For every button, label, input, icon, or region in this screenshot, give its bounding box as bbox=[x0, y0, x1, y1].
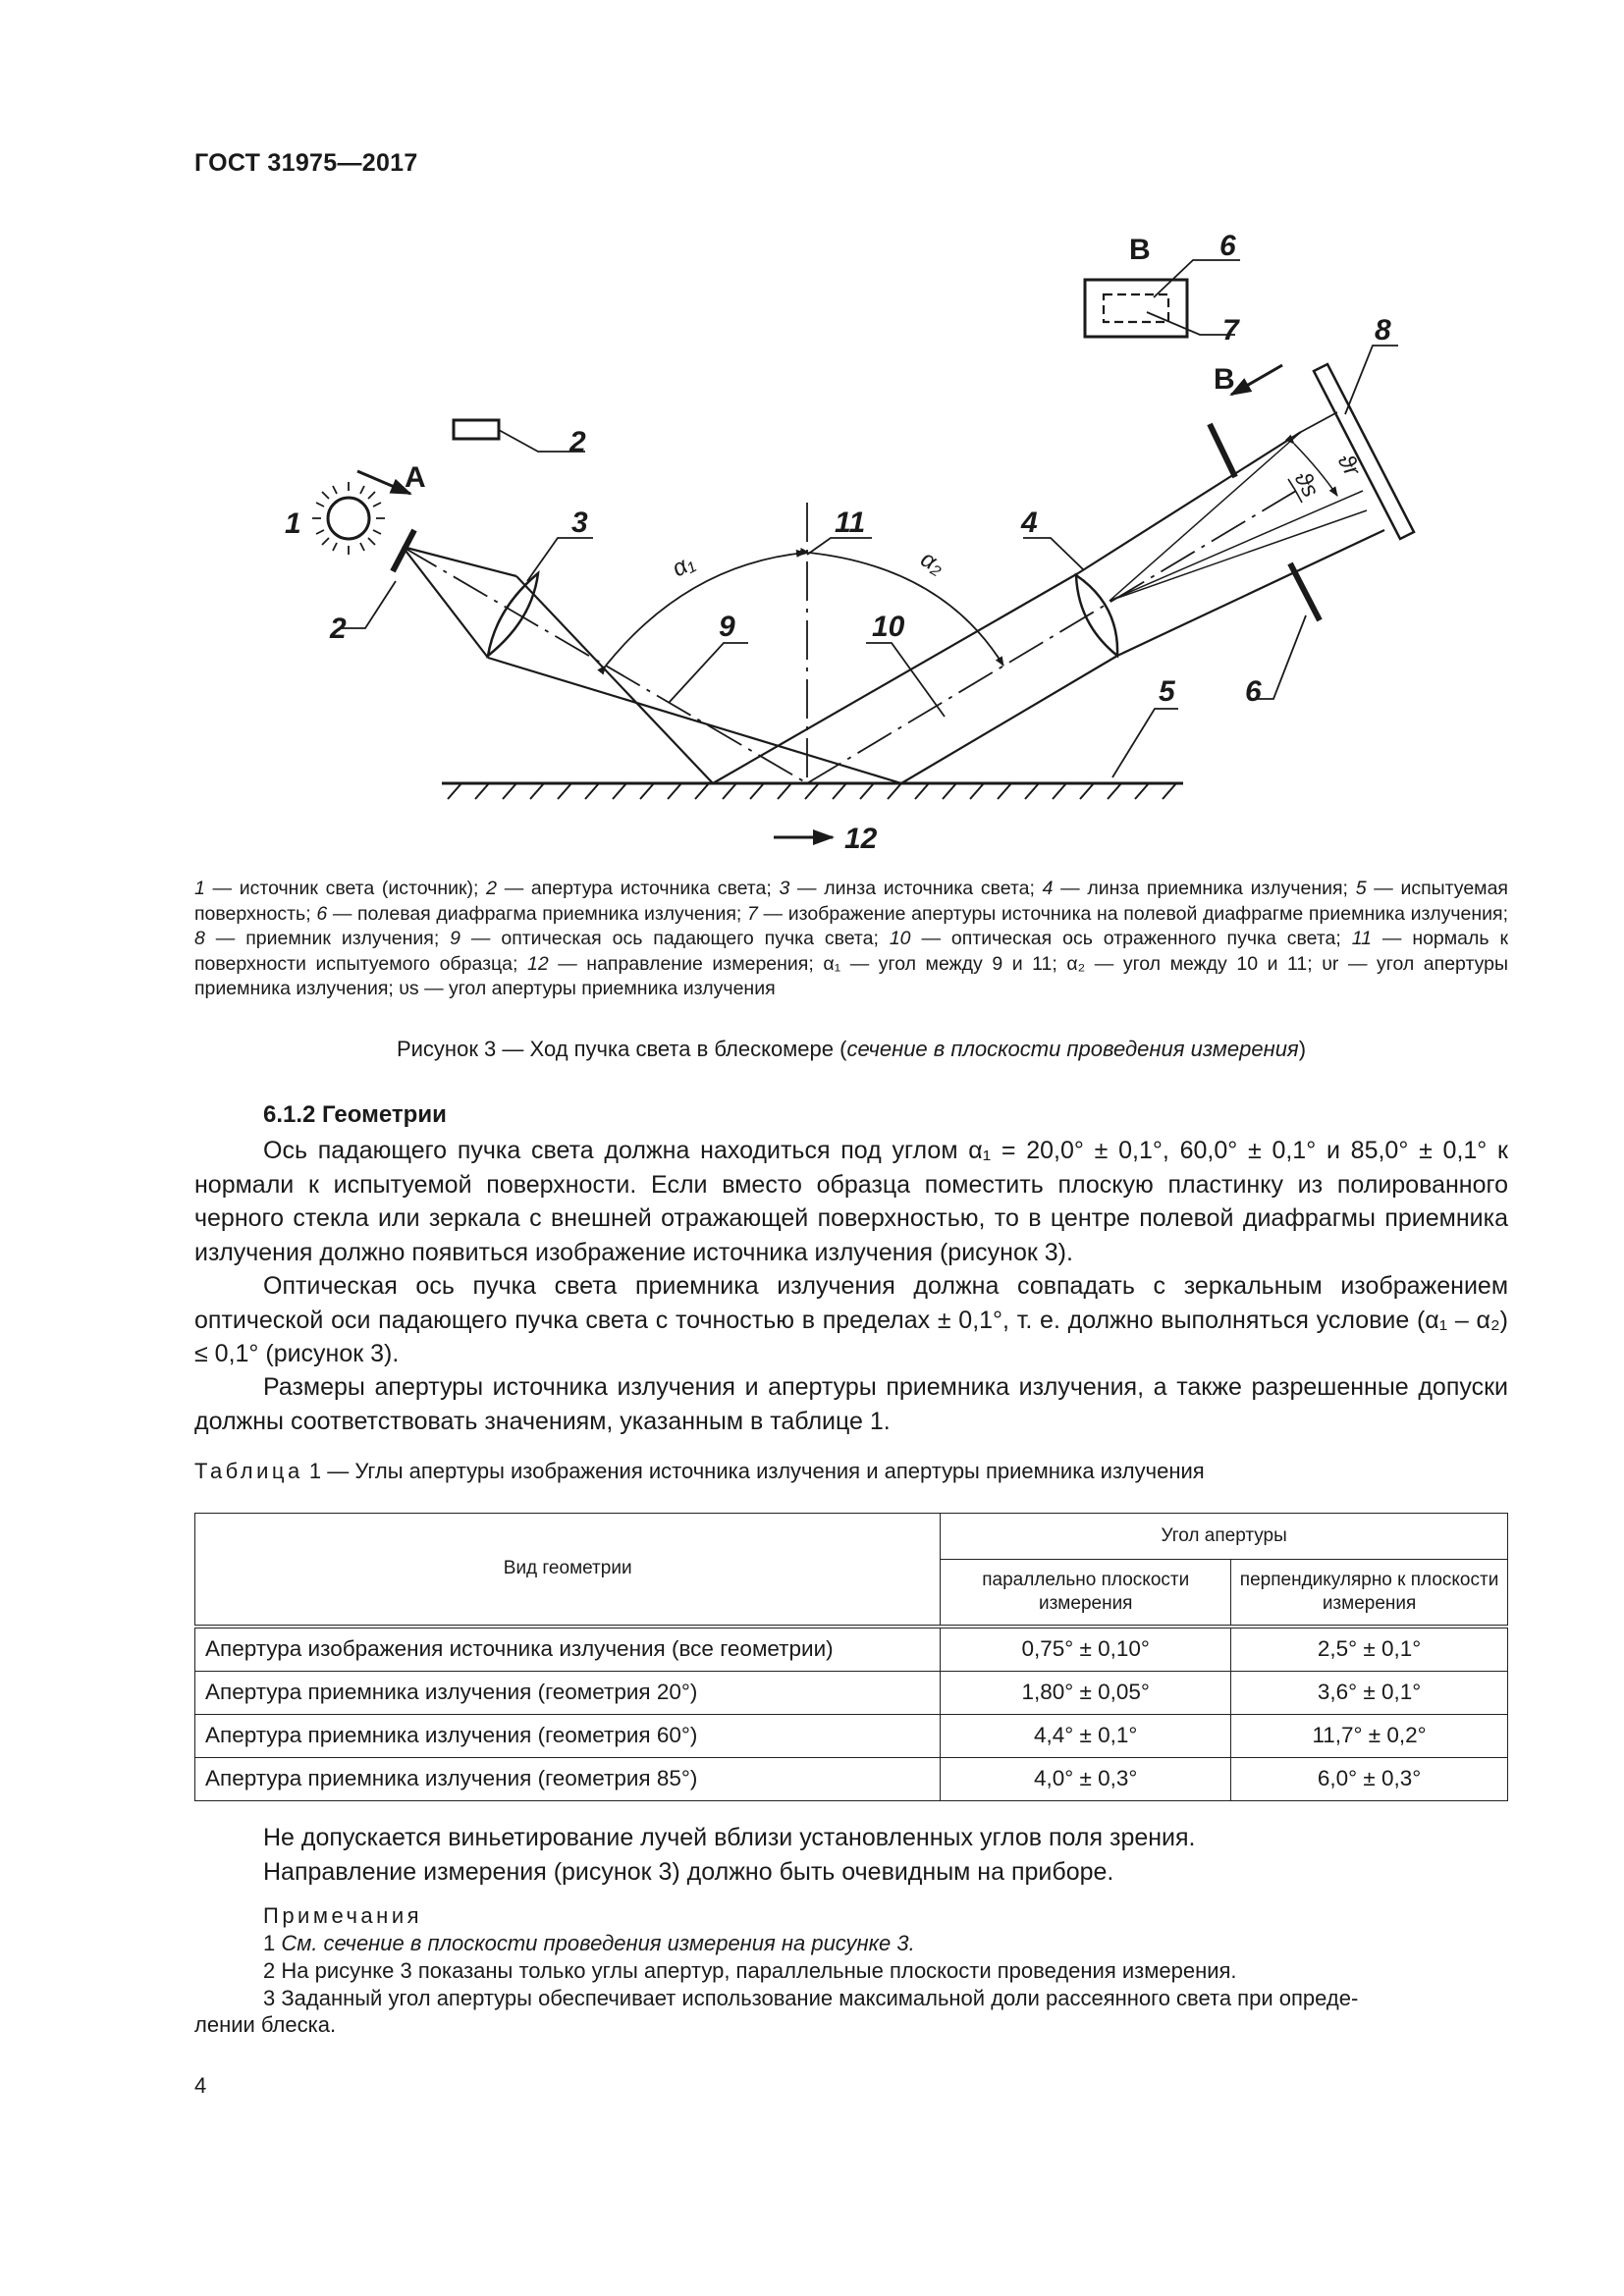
header-geometry: Вид геометрии bbox=[195, 1514, 941, 1627]
label-8: 8 bbox=[1375, 314, 1391, 347]
paragraph-geometry: Ось падающего пучка света должна находиться под углом α₁ = 20,0° ± 0,1°, 60,0° ± 0,1° и 85,0° ± 0,1° к нормали к испытуемой поверхности. Если вместо образца поместить плоскую пластинку из полированного черного стекла или зеркала с внешней отражающей поверхностью, то в центре полевой диафрагмы приемника излучения должно появиться изображение источника излучения (рисунок 3). bbox=[194, 1137, 1508, 1266]
source-rays bbox=[312, 482, 385, 555]
label-12: 12 bbox=[844, 823, 878, 855]
page-number: 4 bbox=[194, 2073, 207, 2098]
legend-text: — апертура источника света; bbox=[497, 878, 780, 899]
label-6-top: 6 bbox=[1219, 230, 1236, 262]
light-source bbox=[328, 498, 369, 539]
arrow-b bbox=[1231, 365, 1282, 395]
figure-caption: Рисунок 3 — Ход пучка света в блескомере (сечение в плоскости проведения измерения) bbox=[396, 1037, 1307, 1061]
legend-text: — оптическая ось падающего пучка света; bbox=[460, 928, 890, 949]
legend-number: 10 bbox=[889, 928, 911, 949]
alpha1-arc bbox=[606, 553, 805, 666]
label-theta-s: ϑs bbox=[1288, 467, 1325, 503]
header-angle: Угол апертуры bbox=[941, 1514, 1508, 1560]
legend-text: — источник света (источник); bbox=[204, 878, 487, 899]
legend-number: 5 bbox=[1355, 878, 1367, 899]
label-11: 11 bbox=[835, 507, 866, 539]
paragraph-direction: Направление измерения (рисунок 3) должно быть очевидным на приборе. bbox=[263, 1858, 1114, 1886]
alpha2-arc bbox=[809, 553, 1003, 666]
label-alpha1: α₁ bbox=[668, 549, 699, 583]
table-row: Апертура приемника излучения (геометрия 85°) 4,0° ± 0,3° 6,0° ± 0,3° bbox=[195, 1757, 1508, 1800]
surface-hatching bbox=[448, 783, 1176, 799]
legend-text: — линза источника света; bbox=[789, 878, 1043, 899]
label-theta-r: ϑr bbox=[1331, 450, 1366, 481]
header-perpendicular: перпендикулярно к плоскости измерения bbox=[1231, 1560, 1508, 1627]
optical-diagram bbox=[0, 0, 1624, 864]
legend-number: 6 bbox=[316, 902, 328, 925]
label-3: 3 bbox=[571, 507, 588, 539]
label-9: 9 bbox=[719, 611, 735, 643]
label-10: 10 bbox=[872, 611, 905, 643]
legend-number: 2 bbox=[486, 878, 497, 899]
receiver-lens bbox=[1076, 575, 1117, 656]
legend-number: 1 bbox=[194, 878, 205, 899]
legend-text: — полевая диафрагма приемника излучения; bbox=[327, 902, 748, 925]
note-3-continued: лении блеска. bbox=[194, 2012, 337, 2037]
label-b-top: В bbox=[1129, 234, 1151, 266]
legend-number: 8 bbox=[194, 928, 205, 949]
label-b-arrow: В bbox=[1214, 363, 1235, 396]
arrow-a bbox=[357, 471, 410, 494]
label-7: 7 bbox=[1222, 314, 1239, 347]
source-lens bbox=[488, 573, 538, 656]
note-1: 1 См. сечение в плоскости проведения измерения на рисунке 3. bbox=[263, 1931, 915, 1955]
paragraph-aperture-sizes: Размеры апертуры источника излучения и апертуры приемника излучения, а также разрешенные допуски должны соответствовать значениям, указанным в таблице 1. bbox=[194, 1373, 1508, 1435]
notes-title: Примечания bbox=[263, 1903, 423, 1928]
section-title: 6.1.2 Геометрии bbox=[263, 1101, 447, 1128]
aperture-symbol bbox=[454, 420, 499, 439]
table-row: Апертура приемника излучения (геометрия 20°) 1,80° ± 0,05° 3,6° ± 0,1° bbox=[195, 1671, 1508, 1714]
legend-number: 12 bbox=[527, 952, 549, 975]
label-4: 4 bbox=[1021, 507, 1038, 539]
legend-text: — изображение апертуры источника на полевой диафрагме приемника излучения; bbox=[757, 902, 1508, 925]
label-1: 1 bbox=[285, 507, 301, 540]
legend-number: 3 bbox=[779, 878, 790, 899]
source-aperture bbox=[393, 530, 414, 571]
legend-text: — испытуемая поверхность; bbox=[194, 878, 1508, 925]
header-parallel: параллельно плоскости измерения bbox=[941, 1560, 1231, 1627]
label-2-bottom: 2 bbox=[330, 613, 347, 645]
field-diaphragm-top bbox=[1210, 424, 1235, 477]
legend-number: 4 bbox=[1042, 878, 1054, 899]
label-a: А bbox=[405, 461, 426, 494]
legend-text: — направление измерения; α₁ — угол между 9 и 11; α₂ — угол между 10 и 11; υr — угол апертуры приемника излучения; υs — угол апертуры приемника излучения bbox=[194, 952, 1508, 999]
figure-legend bbox=[194, 877, 1508, 1002]
paragraph-vignetting: Не допускается виньетирование лучей вблизи установленных углов поля зрения. bbox=[263, 1824, 1196, 1851]
legend-number: 7 bbox=[747, 902, 758, 925]
legend-number: 9 bbox=[450, 928, 461, 949]
document-header: ГОСТ 31975—2017 bbox=[194, 149, 418, 177]
table-row: Апертура приемника излучения (геометрия 60°) 4,4° ± 0,1° 11,7° ± 0,2° bbox=[195, 1714, 1508, 1757]
note-3: 3 Заданный угол апертуры обеспечивает использование максимальной доли рассеянного света при опреде- bbox=[263, 1986, 1359, 2010]
aperture-table bbox=[194, 1513, 1508, 1801]
legend-text: — приемник излучения; bbox=[204, 928, 451, 949]
legend-text: — оптическая ось отраженного пучка света; bbox=[910, 928, 1352, 949]
paragraph-optical-axis: Оптическая ось пучка света приемника излучения должна совпадать с зеркальным изображением оптической оси падающего пучка света с точностью в пределах ± 0,1°, т. е. должно выполняться условие (α₁ – α₂) ≤ 0,1° (рисунок 3). bbox=[194, 1272, 1508, 1367]
receiver-detector bbox=[1314, 364, 1414, 539]
table-title: Таблица 1 — Углы апертуры изображения источника излучения и апертуры приемника излучения bbox=[194, 1459, 1205, 1483]
legend-text: — линза приемника излучения; bbox=[1053, 878, 1356, 899]
label-2-top: 2 bbox=[569, 426, 586, 458]
label-alpha2: α₂ bbox=[916, 545, 949, 580]
legend-text: — нормаль к поверхности испытуемого образца; bbox=[194, 928, 1509, 975]
view-b-box bbox=[1085, 280, 1187, 337]
label-5: 5 bbox=[1159, 675, 1175, 708]
incident-axis bbox=[403, 547, 807, 783]
field-diaphragm-bottom bbox=[1290, 563, 1320, 620]
legend-number: 11 bbox=[1351, 928, 1372, 949]
label-6-bottom: 6 bbox=[1245, 675, 1262, 708]
note-2: 2 На рисунке 3 показаны только углы апертур, параллельные плоскости проведения измерения. bbox=[263, 1958, 1237, 1983]
table-row: Апертура изображения источника излучения (все геометрии) 0,75° ± 0,10° 2,5° ± 0,1° bbox=[195, 1627, 1508, 1672]
